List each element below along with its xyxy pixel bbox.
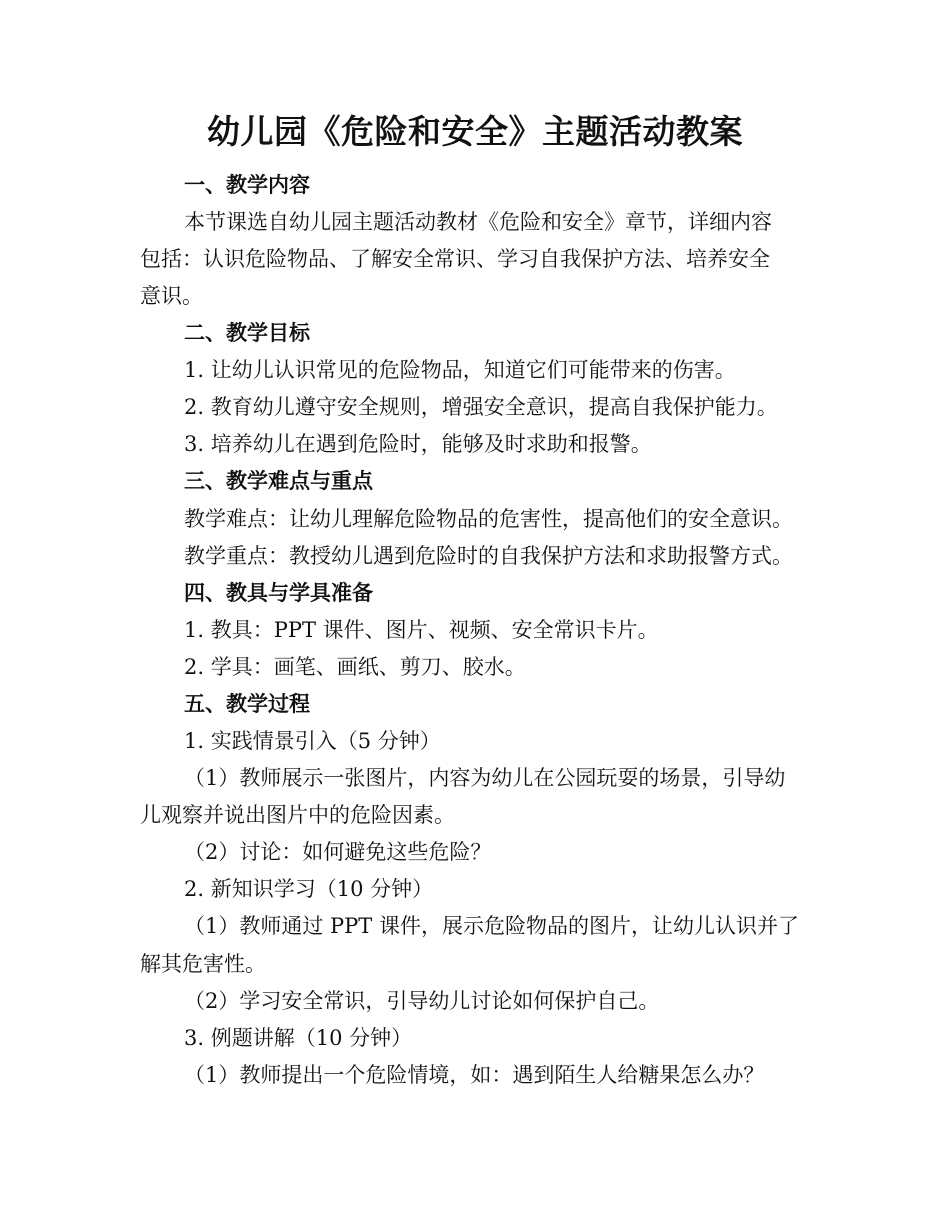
process-line: （1）教师提出一个危险情境，如：遇到陌生人给糖果怎么办？ [184, 1063, 765, 1087]
process-line: （2）讨论：如何避免这些危险？ [184, 840, 492, 864]
section-heading-materials: 四、教具与学具准备 [184, 580, 373, 605]
key-point-line: 教学重点：教授幼儿遇到危险时的自我保护方法和求助报警方式。 [184, 544, 793, 568]
content-paragraph-line: 包括：认识危险物品、了解安全常识、学习自我保护方法、培养安全 [140, 247, 770, 271]
process-step: 2. 新知识学习（10 分钟） [184, 877, 434, 901]
section-heading-difficulties: 三、教学难点与重点 [184, 468, 373, 493]
goal-item: 3. 培养幼儿在遇到危险时，能够及时求助和报警。 [184, 432, 652, 456]
process-step: 1. 实践情景引入（5 分钟） [184, 729, 441, 753]
goal-item: 2. 教育幼儿遵守安全规则，增强安全意识，提高自我保护能力。 [184, 395, 778, 419]
content-paragraph-line: 意识。 [140, 284, 203, 308]
material-item: 1. 教具：PPT 课件、图片、视频、安全常识卡片。 [184, 618, 659, 642]
process-line: 儿观察并说出图片中的危险因素。 [140, 803, 455, 827]
content-paragraph-line: 本节课选自幼儿园主题活动教材《危险和安全》章节，详细内容 [184, 210, 772, 234]
process-line: （2）学习安全常识，引导幼儿讨论如何保护自己。 [184, 989, 660, 1013]
process-line: （1）教师展示一张图片，内容为幼儿在公园玩耍的场景，引导幼 [184, 766, 786, 790]
section-heading-goals: 二、教学目标 [184, 320, 310, 345]
document-title: 幼儿园《危险和安全》主题活动教案 [207, 112, 743, 151]
goal-item: 1. 让幼儿认识常见的危险物品，知道它们可能带来的伤害。 [184, 358, 736, 382]
section-heading-content: 一、教学内容 [184, 172, 310, 197]
difficulty-line: 教学难点：让幼儿理解危险物品的危害性，提高他们的安全意识。 [184, 507, 793, 531]
process-step: 3. 例题讲解（10 分钟） [184, 1026, 413, 1050]
section-heading-process: 五、教学过程 [184, 691, 310, 716]
material-item: 2. 学具：画笔、画纸、剪刀、胶水。 [184, 655, 526, 679]
process-line: 解其危害性。 [140, 952, 266, 976]
process-line: （1）教师通过 PPT 课件，展示危险物品的图片，让幼儿认识并了 [184, 914, 799, 938]
